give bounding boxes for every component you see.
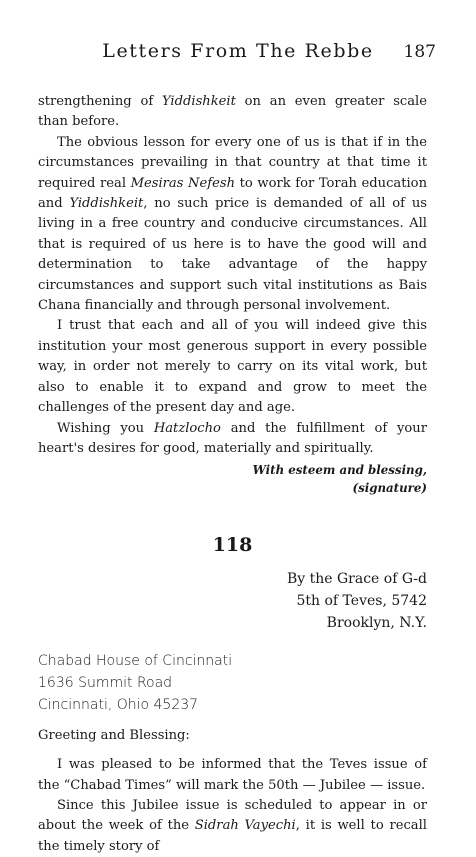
letter-paragraph: The obvious lesson for every one of us is that if in the circumstances prevailing in that country at that time it required real Mesiras Nefesh to work for Torah education and Yiddishkeit, no such price is demanded of all of us living in a free country and conducive circumstances. All that is required of us here is to have the good will and determination to take advantage of the happy circumstances and support such vital institutions as Bais Chana financially and through personal involvement. (38, 134, 427, 314)
italic-term: Yiddishkeit (162, 94, 236, 109)
letter-paragraph: Wishing you Hatzlocho and the fulfillment of your heart's desires for good, materially and spiritually. (38, 420, 427, 456)
recipient-address (38, 650, 427, 716)
signoff (38, 461, 427, 497)
letter-paragraph: I was pleased to be informed that the Teves issue of the “Chabad Times” will mark the 50th — Jubilee — issue. (38, 757, 427, 793)
signoff-closing: With esteem and blessing, (252, 463, 427, 478)
page-header (0, 40, 476, 64)
italic-term: Hatzlocho (153, 420, 221, 436)
page-number: 187 (403, 42, 436, 62)
greeting: Greeting and Blessing: (38, 727, 190, 743)
letter-paragraph: strengthening of Yiddishkeit on an even greater scale than before. (38, 94, 427, 130)
dateline-line: By the Grace of G-d (286, 570, 427, 587)
letter-paragraph: Since this Jubilee issue is scheduled to appear in or about the week of the Sidrah Vayechi, it is well to recall the timely story of (38, 797, 427, 854)
page-body (38, 92, 427, 857)
address-line: 1636 Summit Road (38, 674, 173, 691)
dateline (38, 568, 427, 634)
italic-term: Yiddishkeit (69, 196, 144, 212)
running-title: Letters From The Rebbe (102, 40, 374, 62)
dateline-line: 5th of Teves, 5742 (296, 592, 427, 609)
address-line: Cincinnati, Ohio 45237 (38, 696, 199, 713)
letter-paragraph: I trust that each and all of you will indeed give this institution your most generous support in every possible way, in order not merely to carry on its vital work, but also to enable it to expand and grow to meet the challenges of the present day and age. (38, 318, 427, 416)
address-line: Chabad House of Cincinnati (38, 652, 233, 669)
dateline-line: Brooklyn, N.Y. (326, 614, 427, 631)
italic-term: Sidrah Vayechi (194, 818, 296, 834)
italic-term: Mesiras Nefesh (130, 175, 236, 191)
letter-number: 118 (212, 534, 253, 557)
signoff-signature: (signature) (352, 481, 427, 496)
